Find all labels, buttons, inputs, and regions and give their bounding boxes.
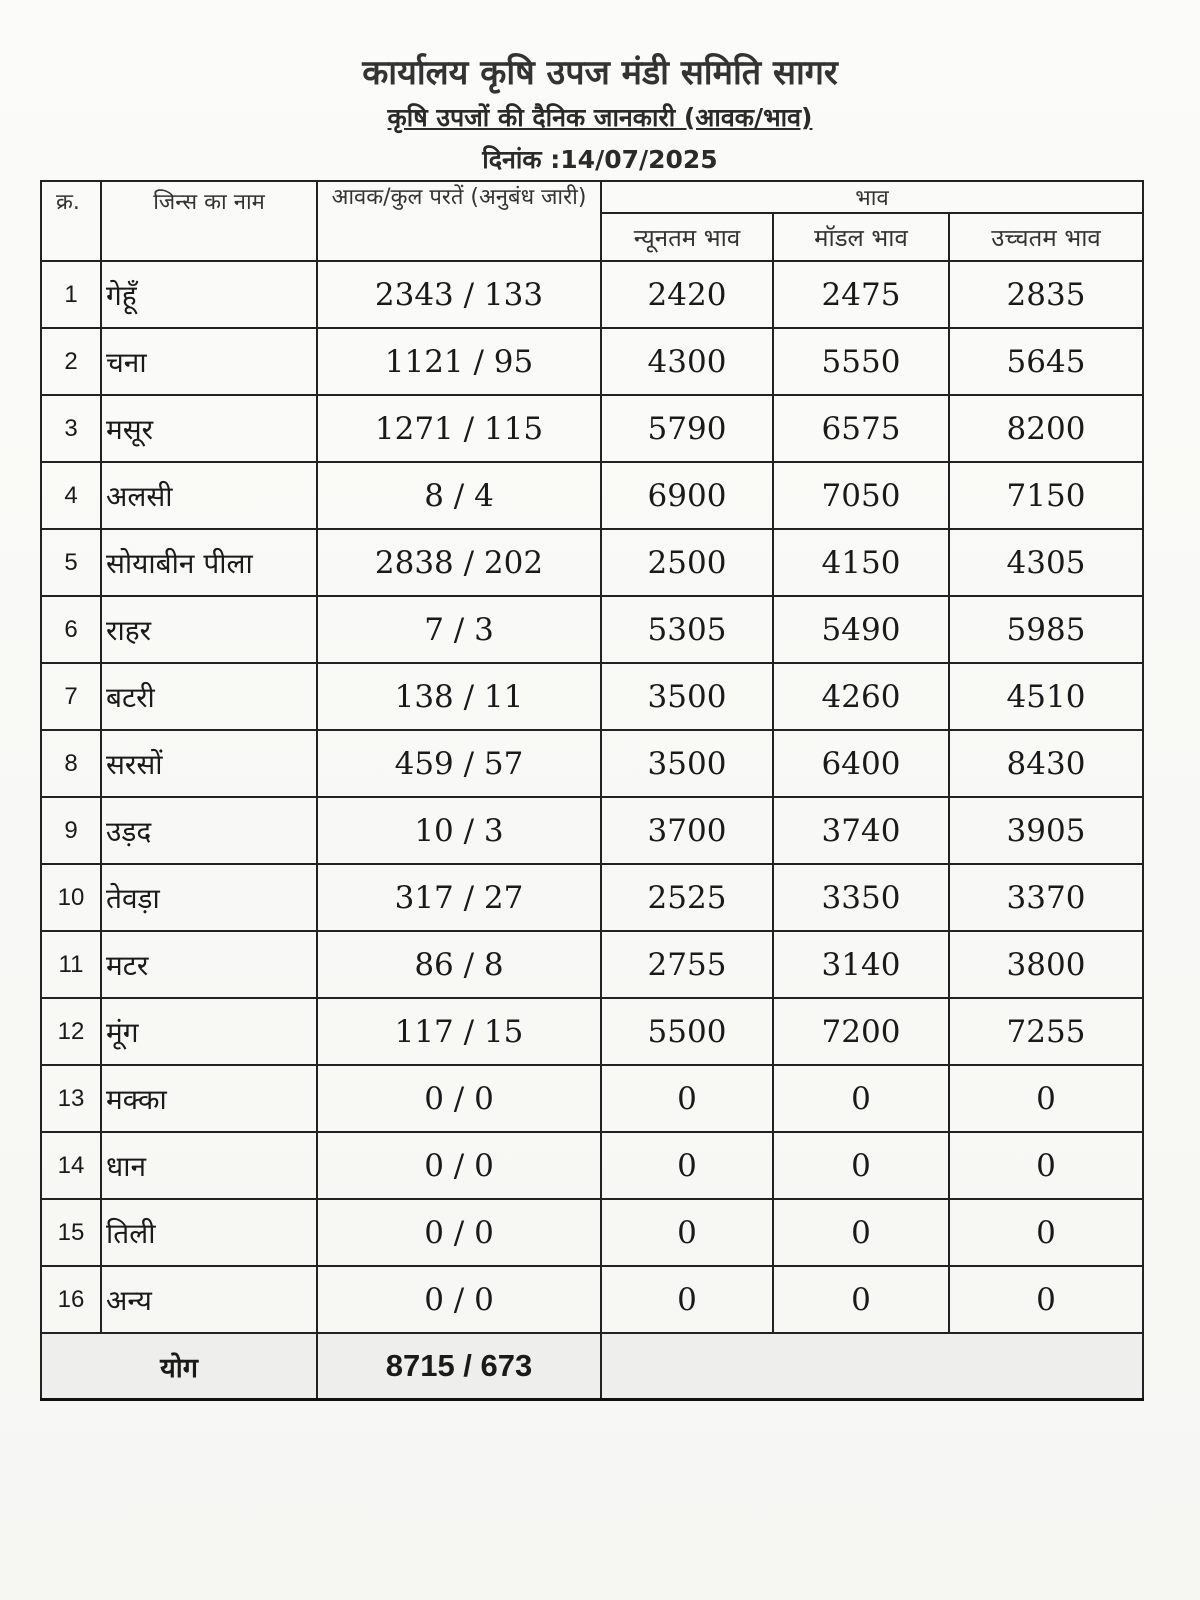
row-min-price: 2755 xyxy=(601,931,773,998)
table-body xyxy=(41,261,1143,1333)
total-label: योग xyxy=(41,1333,317,1400)
rates-table xyxy=(40,180,1144,1401)
row-modal-price: 7200 xyxy=(773,998,949,1065)
row-arrival: 317 / 27 xyxy=(317,864,601,931)
row-min-price: 6900 xyxy=(601,462,773,529)
row-max-price: 5985 xyxy=(949,596,1143,663)
table-row xyxy=(41,395,1143,462)
table-row xyxy=(41,1266,1143,1333)
row-commodity-name: तेवड़ा xyxy=(101,864,317,931)
row-modal-price: 4150 xyxy=(773,529,949,596)
table-row xyxy=(41,529,1143,596)
row-arrival: 7 / 3 xyxy=(317,596,601,663)
row-min-price: 0 xyxy=(601,1132,773,1199)
table-row xyxy=(41,663,1143,730)
row-max-price: 3905 xyxy=(949,797,1143,864)
col-header-price-group: भाव xyxy=(601,181,1143,213)
row-max-price: 2835 xyxy=(949,261,1143,328)
row-max-price: 8430 xyxy=(949,730,1143,797)
table-row xyxy=(41,596,1143,663)
row-sno: 9 xyxy=(41,797,101,864)
row-arrival: 1271 / 115 xyxy=(317,395,601,462)
row-commodity-name: तिली xyxy=(101,1199,317,1266)
row-sno: 10 xyxy=(41,864,101,931)
table-row xyxy=(41,931,1143,998)
report-date: दिनांक :14/07/2025 xyxy=(482,145,718,174)
row-arrival: 1121 / 95 xyxy=(317,328,601,395)
row-max-price: 0 xyxy=(949,1199,1143,1266)
row-modal-price: 3350 xyxy=(773,864,949,931)
table-row xyxy=(41,797,1143,864)
row-max-price: 0 xyxy=(949,1132,1143,1199)
row-commodity-name: सोयाबीन पीला xyxy=(101,529,317,596)
row-max-price: 3370 xyxy=(949,864,1143,931)
row-min-price: 5305 xyxy=(601,596,773,663)
row-min-price: 2500 xyxy=(601,529,773,596)
col-header-min-price: न्यूनतम भाव xyxy=(601,213,773,261)
row-commodity-name: सरसों xyxy=(101,730,317,797)
row-arrival: 459 / 57 xyxy=(317,730,601,797)
row-max-price: 0 xyxy=(949,1266,1143,1333)
row-arrival: 2343 / 133 xyxy=(317,261,601,328)
row-max-price: 8200 xyxy=(949,395,1143,462)
row-modal-price: 2475 xyxy=(773,261,949,328)
total-arrival: 8715 / 673 xyxy=(317,1333,601,1400)
row-modal-price: 0 xyxy=(773,1266,949,1333)
row-commodity-name: मक्का xyxy=(101,1065,317,1132)
row-max-price: 4305 xyxy=(949,529,1143,596)
row-arrival: 0 / 0 xyxy=(317,1132,601,1199)
col-header-sno: क्र. xyxy=(41,181,101,261)
row-modal-price: 6400 xyxy=(773,730,949,797)
table-row xyxy=(41,730,1143,797)
row-sno: 5 xyxy=(41,529,101,596)
report-subtitle: कृषि उपजों की दैनिक जानकारी (आवक/भाव) xyxy=(387,103,813,132)
office-title: कार्यालय कृषि उपज मंडी समिति सागर xyxy=(362,53,838,93)
row-arrival: 0 / 0 xyxy=(317,1199,601,1266)
row-commodity-name: अन्य xyxy=(101,1266,317,1333)
table-row xyxy=(41,1132,1143,1199)
row-commodity-name: धान xyxy=(101,1132,317,1199)
row-sno: 1 xyxy=(41,261,101,328)
row-min-price: 2420 xyxy=(601,261,773,328)
col-header-name: जिन्स का नाम xyxy=(101,181,317,261)
row-arrival: 2838 / 202 xyxy=(317,529,601,596)
row-min-price: 0 xyxy=(601,1065,773,1132)
row-sno: 3 xyxy=(41,395,101,462)
row-arrival: 0 / 0 xyxy=(317,1266,601,1333)
table-row xyxy=(41,261,1143,328)
col-header-arrival: आवक/कुल परतें (अनुबंध जारी) xyxy=(317,181,601,261)
row-arrival: 0 / 0 xyxy=(317,1065,601,1132)
row-arrival: 117 / 15 xyxy=(317,998,601,1065)
row-min-price: 2525 xyxy=(601,864,773,931)
row-arrival: 138 / 11 xyxy=(317,663,601,730)
col-header-modal-price: मॉडल भाव xyxy=(773,213,949,261)
row-modal-price: 5490 xyxy=(773,596,949,663)
table-row xyxy=(41,328,1143,395)
row-min-price: 0 xyxy=(601,1199,773,1266)
row-max-price: 4510 xyxy=(949,663,1143,730)
row-sno: 15 xyxy=(41,1199,101,1266)
row-min-price: 3700 xyxy=(601,797,773,864)
table-row xyxy=(41,864,1143,931)
row-min-price: 4300 xyxy=(601,328,773,395)
row-commodity-name: मसूर xyxy=(101,395,317,462)
row-arrival: 8 / 4 xyxy=(317,462,601,529)
total-row xyxy=(41,1333,1143,1400)
row-min-price: 0 xyxy=(601,1266,773,1333)
row-commodity-name: मूंग xyxy=(101,998,317,1065)
row-max-price: 0 xyxy=(949,1065,1143,1132)
row-modal-price: 7050 xyxy=(773,462,949,529)
row-modal-price: 0 xyxy=(773,1065,949,1132)
row-sno: 6 xyxy=(41,596,101,663)
table-row xyxy=(41,1199,1143,1266)
row-commodity-name: चना xyxy=(101,328,317,395)
row-arrival: 86 / 8 xyxy=(317,931,601,998)
row-commodity-name: उड़द xyxy=(101,797,317,864)
row-sno: 12 xyxy=(41,998,101,1065)
row-modal-price: 4260 xyxy=(773,663,949,730)
row-sno: 13 xyxy=(41,1065,101,1132)
row-min-price: 5500 xyxy=(601,998,773,1065)
row-sno: 11 xyxy=(41,931,101,998)
row-sno: 4 xyxy=(41,462,101,529)
row-max-price: 7255 xyxy=(949,998,1143,1065)
row-modal-price: 5550 xyxy=(773,328,949,395)
row-min-price: 3500 xyxy=(601,730,773,797)
table-row xyxy=(41,1065,1143,1132)
table-row xyxy=(41,998,1143,1065)
row-modal-price: 0 xyxy=(773,1132,949,1199)
row-commodity-name: राहर xyxy=(101,596,317,663)
row-modal-price: 6575 xyxy=(773,395,949,462)
row-sno: 14 xyxy=(41,1132,101,1199)
row-sno: 16 xyxy=(41,1266,101,1333)
row-max-price: 7150 xyxy=(949,462,1143,529)
row-commodity-name: मटर xyxy=(101,931,317,998)
row-modal-price: 3740 xyxy=(773,797,949,864)
row-min-price: 5790 xyxy=(601,395,773,462)
row-sno: 2 xyxy=(41,328,101,395)
row-modal-price: 0 xyxy=(773,1199,949,1266)
col-header-max-price: उच्चतम भाव xyxy=(949,213,1143,261)
total-price-blank xyxy=(601,1333,1143,1400)
row-sno: 8 xyxy=(41,730,101,797)
table-row xyxy=(41,462,1143,529)
row-arrival: 10 / 3 xyxy=(317,797,601,864)
rates-table-wrapper xyxy=(40,180,1142,1401)
row-sno: 7 xyxy=(41,663,101,730)
row-commodity-name: अलसी xyxy=(101,462,317,529)
row-max-price: 3800 xyxy=(949,931,1143,998)
row-commodity-name: बटरी xyxy=(101,663,317,730)
row-commodity-name: गेहूँ xyxy=(101,261,317,328)
row-modal-price: 3140 xyxy=(773,931,949,998)
row-min-price: 3500 xyxy=(601,663,773,730)
row-max-price: 5645 xyxy=(949,328,1143,395)
